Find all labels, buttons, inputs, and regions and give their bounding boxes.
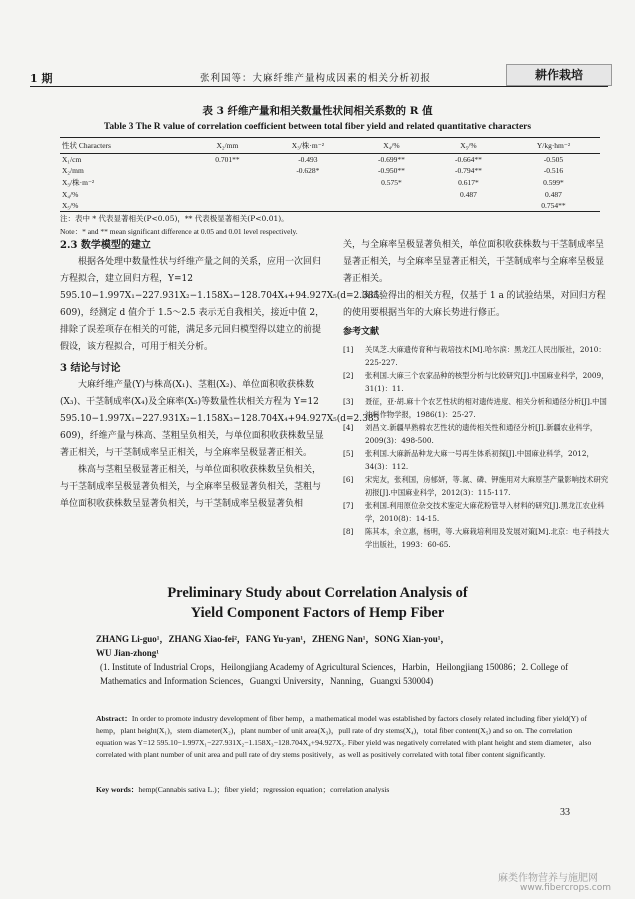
row-label: X₂/mm [62, 166, 84, 175]
section-2-3-heading: 2.3 数学模型的建立 [60, 240, 151, 251]
reference-item [343, 395, 609, 421]
table-cell: 0.487 [459, 190, 477, 199]
reference-number: [5] [343, 449, 354, 458]
table-cell: -0.794** [454, 166, 482, 175]
table-cell: -0.628* [296, 166, 320, 175]
row-label: X₁/cm [62, 155, 82, 164]
table-cell: 0.487 [545, 190, 562, 199]
reference-text: 聂征，亚·胡.麻十个农艺性状的相对遗传进度、相关分析和通径分析[J].中国油料作物学报，1986(1)：25-27. [365, 397, 607, 419]
table-cell [263, 189, 353, 200]
reference-number: [8] [343, 527, 354, 536]
reference-item [343, 421, 609, 447]
references-heading: 参考文献 [343, 327, 380, 337]
right-column [343, 237, 609, 551]
table-row [60, 154, 600, 166]
table-cell: -0.950** [378, 166, 405, 175]
header-rule [30, 86, 608, 87]
reference-item [343, 343, 609, 369]
table-cell: -0.505 [543, 155, 564, 164]
watermark-url: www.fibercrops.com [520, 883, 611, 893]
table-cell: -0.493 [298, 155, 318, 164]
table-row [60, 165, 600, 176]
authors-line-2: WU Jian-zhong¹ [96, 648, 159, 658]
reference-number: [4] [343, 423, 354, 432]
conclusion-paragraph-4: 该试验得出的相关方程，仅基于 1 a 的试验结果，对回归方程的使用要根据当年的大麻长势进行修正。 [343, 291, 606, 318]
table-cell [263, 176, 353, 189]
table-row [60, 176, 600, 189]
table-title-en: Table 3 The R value of correlation coefficient between total fiber yield and related quantitative characters [103, 122, 532, 132]
table-cell: 0.617* [458, 178, 479, 187]
page-number: 33 [560, 807, 570, 818]
table-cell: 0.701** [215, 155, 240, 164]
table-cell: 0.599* [543, 178, 564, 187]
col-header: X₃/株·m⁻² [263, 138, 353, 154]
keywords [96, 784, 596, 796]
table-cell [430, 200, 507, 212]
reference-text: 张利国.大麻新品种龙大麻一号再生体系初探[J].中国麻业科学，2012，34(3)：112. [365, 449, 594, 471]
reference-text: 张利国.大麻三个农家品种的核型分析与比较研究[J].中国麻业科学，2009，31(1)：11. [365, 371, 609, 393]
conclusion-paragraph-3: 关，与全麻率呈极显著负相关，单位面积收获株数与干茎制成率呈显著正相关，与全麻率呈显著正相关，干茎制成率与全麻率呈极显著正相关。 [343, 240, 605, 284]
section-3-heading: 3 结论与讨论 [60, 363, 121, 374]
authors-line-1: ZHANG Li-guo¹，ZHANG Xiao-fei²，FANG Yu-yan¹，ZHENG Nan¹，SONG Xian-you¹， [96, 634, 450, 644]
reference-text: 陈其本，余立惠，杨明，等.大麻栽培利用及发展对策[M].北京：电子科技大学出版社，1993：60-65. [365, 527, 610, 549]
running-title: 张利国等：大麻纤维产量构成因素的相关分析初报 [200, 73, 432, 84]
reference-number: [7] [343, 501, 354, 510]
table-cell [263, 200, 353, 212]
column-badge: 耕作栽培 [506, 64, 612, 86]
reference-text: 张利国.利用原位杂交技术鉴定大麻花粉管导入材料的研究[J].黑龙江农业科学，2010(8)：14-15. [365, 501, 605, 523]
table-cell [353, 200, 430, 212]
reference-number: [6] [343, 475, 354, 484]
english-title-line-1: Preliminary Study about Correlation Analysis of [167, 585, 468, 601]
table-cell: -0.516 [543, 166, 564, 175]
table-row [60, 200, 600, 212]
col-header: 性状 Characters [60, 138, 192, 154]
reference-item [343, 369, 609, 395]
reference-text: 关凤芝.大麻遗传育种与栽培技术[M].哈尔滨：黑龙江人民出版社，2010：225-227. [365, 345, 606, 367]
table-cell: -0.699** [378, 155, 405, 164]
table-cell [192, 189, 263, 200]
col-header: X₂/mm [192, 138, 263, 154]
table-header-row [60, 138, 600, 154]
col-header: X₅/% [430, 138, 507, 154]
table-note-cn: 注：表中 * 代表显著相关(P<0.05)，** 代表极显著相关(P<0.01)。 [60, 214, 289, 223]
reference-item [343, 473, 609, 499]
table-note-en: Note：* and ** mean significant difference at 0.05 and 0.01 level respectively. [60, 227, 298, 236]
reference-text: 刘昌文.新疆旱熟棉农艺性状的遗传相关性和通径分析[J].新疆农业科学，2009(3)：498-500. [365, 423, 598, 445]
correlation-table [60, 137, 600, 212]
row-label: X₃/株·m⁻² [62, 178, 95, 187]
table-row [60, 189, 600, 200]
keywords-label: Key words： [96, 785, 139, 794]
table-title-cn: 表 3 纤维产量和相关数量性状间相关系数的 R 值 [202, 105, 433, 117]
row-label: X₄/% [62, 190, 79, 199]
table-cell [192, 165, 263, 176]
conclusion-paragraph-1: 大麻纤维产量(Y)与株高(X₁)、茎粗(X₂)、单位面积收获株数(X₃)、干茎制成率(X₄)及全麻率(X₅)等数量性状相关方程为 Y=12 595.10−1.997X₁−227.931X₂−1.158X₃−128.704X₄+94.927X₅(d=2.385 609)，纤维产量与株高、茎粗呈负相关，与单位面积收获株数呈显著正相关，与干茎制成率呈正相关，与全麻率呈极显著正相关。 [60, 380, 380, 458]
issue-label: 1 期 [30, 72, 53, 85]
col-header: X₄/% [353, 138, 430, 154]
english-title [0, 583, 635, 623]
reference-item [343, 525, 609, 551]
affiliations: (1. Institute of Industrial Crops，Heilongjiang Academy of Agricultural Sciences，Harbin，Heilongjiang 150086；2. College of Mathematics and Information Sciences，Guangxi University，Nanning，Guangxi 530004) [100, 662, 569, 686]
reference-number: [3] [343, 397, 354, 406]
reference-number: [2] [343, 371, 354, 380]
table-cell: -0.664** [454, 155, 482, 164]
table-cell [192, 200, 263, 212]
reference-item [343, 447, 609, 473]
table-cell: 0.575* [381, 178, 402, 187]
watermark-cn: 麻类作物营养与施肥网 [498, 873, 598, 884]
table-cell: 0.754** [507, 200, 600, 212]
table-cell [353, 189, 430, 200]
abstract-text: In order to promote industry development of fiber hemp，a mathematical model was established by factors closely related including fiber yield(Y) of hemp，plant height(X₁)，stem diameter(X₂)，plant number of unit area(X₃)，pull rate of dry stems(X₄)，total fiber content(X₅) and so on. The correlation equation was Y=12 595.10−1.997X₁−227.931X₂−1.158X₃−128.704X₄+94.927X₅. Fiber yield was negatively correlated with plant height and stem diameter，also correlated with plant number of unit area and pull rate of dry stems positively，as well as positively correlated with total fiber content significantly. [96, 714, 592, 759]
reference-text: 宋宪友，张利国，房郁妍，等.氮、磷、钾施用对大麻原茎产量影响技术研究初报[J].中国麻业科学，2012(3)：115-117. [365, 475, 609, 497]
reference-list [343, 343, 609, 551]
english-title-line-2: Yield Component Factors of Hemp Fiber [190, 605, 445, 621]
abstract-label: Abstract： [96, 714, 132, 723]
row-label: X₅/% [60, 200, 192, 212]
col-header: Y/kg·hm⁻² [507, 138, 600, 154]
keywords-text: hemp(Cannabis sativa L.)；fiber yield；regression equation；correlation analysis [138, 785, 390, 794]
abstract [96, 713, 596, 761]
author-list [96, 632, 596, 660]
reference-item [343, 499, 609, 525]
reference-number: [1] [343, 345, 354, 354]
conclusion-paragraph-2: 株高与茎粗呈极显著正相关，与单位面积收获株数呈负相关，与干茎制成率呈极显著负相关，与全麻率呈极显著负相关，茎粗与单位面积收获株数呈显著负相关，与干茎制成率呈极显著负相 [60, 465, 322, 509]
section-2-3-paragraph: 根据各处理中数量性状与纤维产量之间的关系，应用一次回归方程拟合，建立回归方程，Y=12 595.10−1.997X₁−227.931X₂−1.158X₃−128.704X₄+94.927X₅(d=2.385 609)，经测定 d 值介于 1.5～2.5 表示无自我相关，接近中值 2，排除了误差项存在相关的可能，满足多元回归模型得以建立的前提假设，该方程拟合，可用于相关分析。 [60, 257, 380, 352]
table-cell [192, 176, 263, 189]
